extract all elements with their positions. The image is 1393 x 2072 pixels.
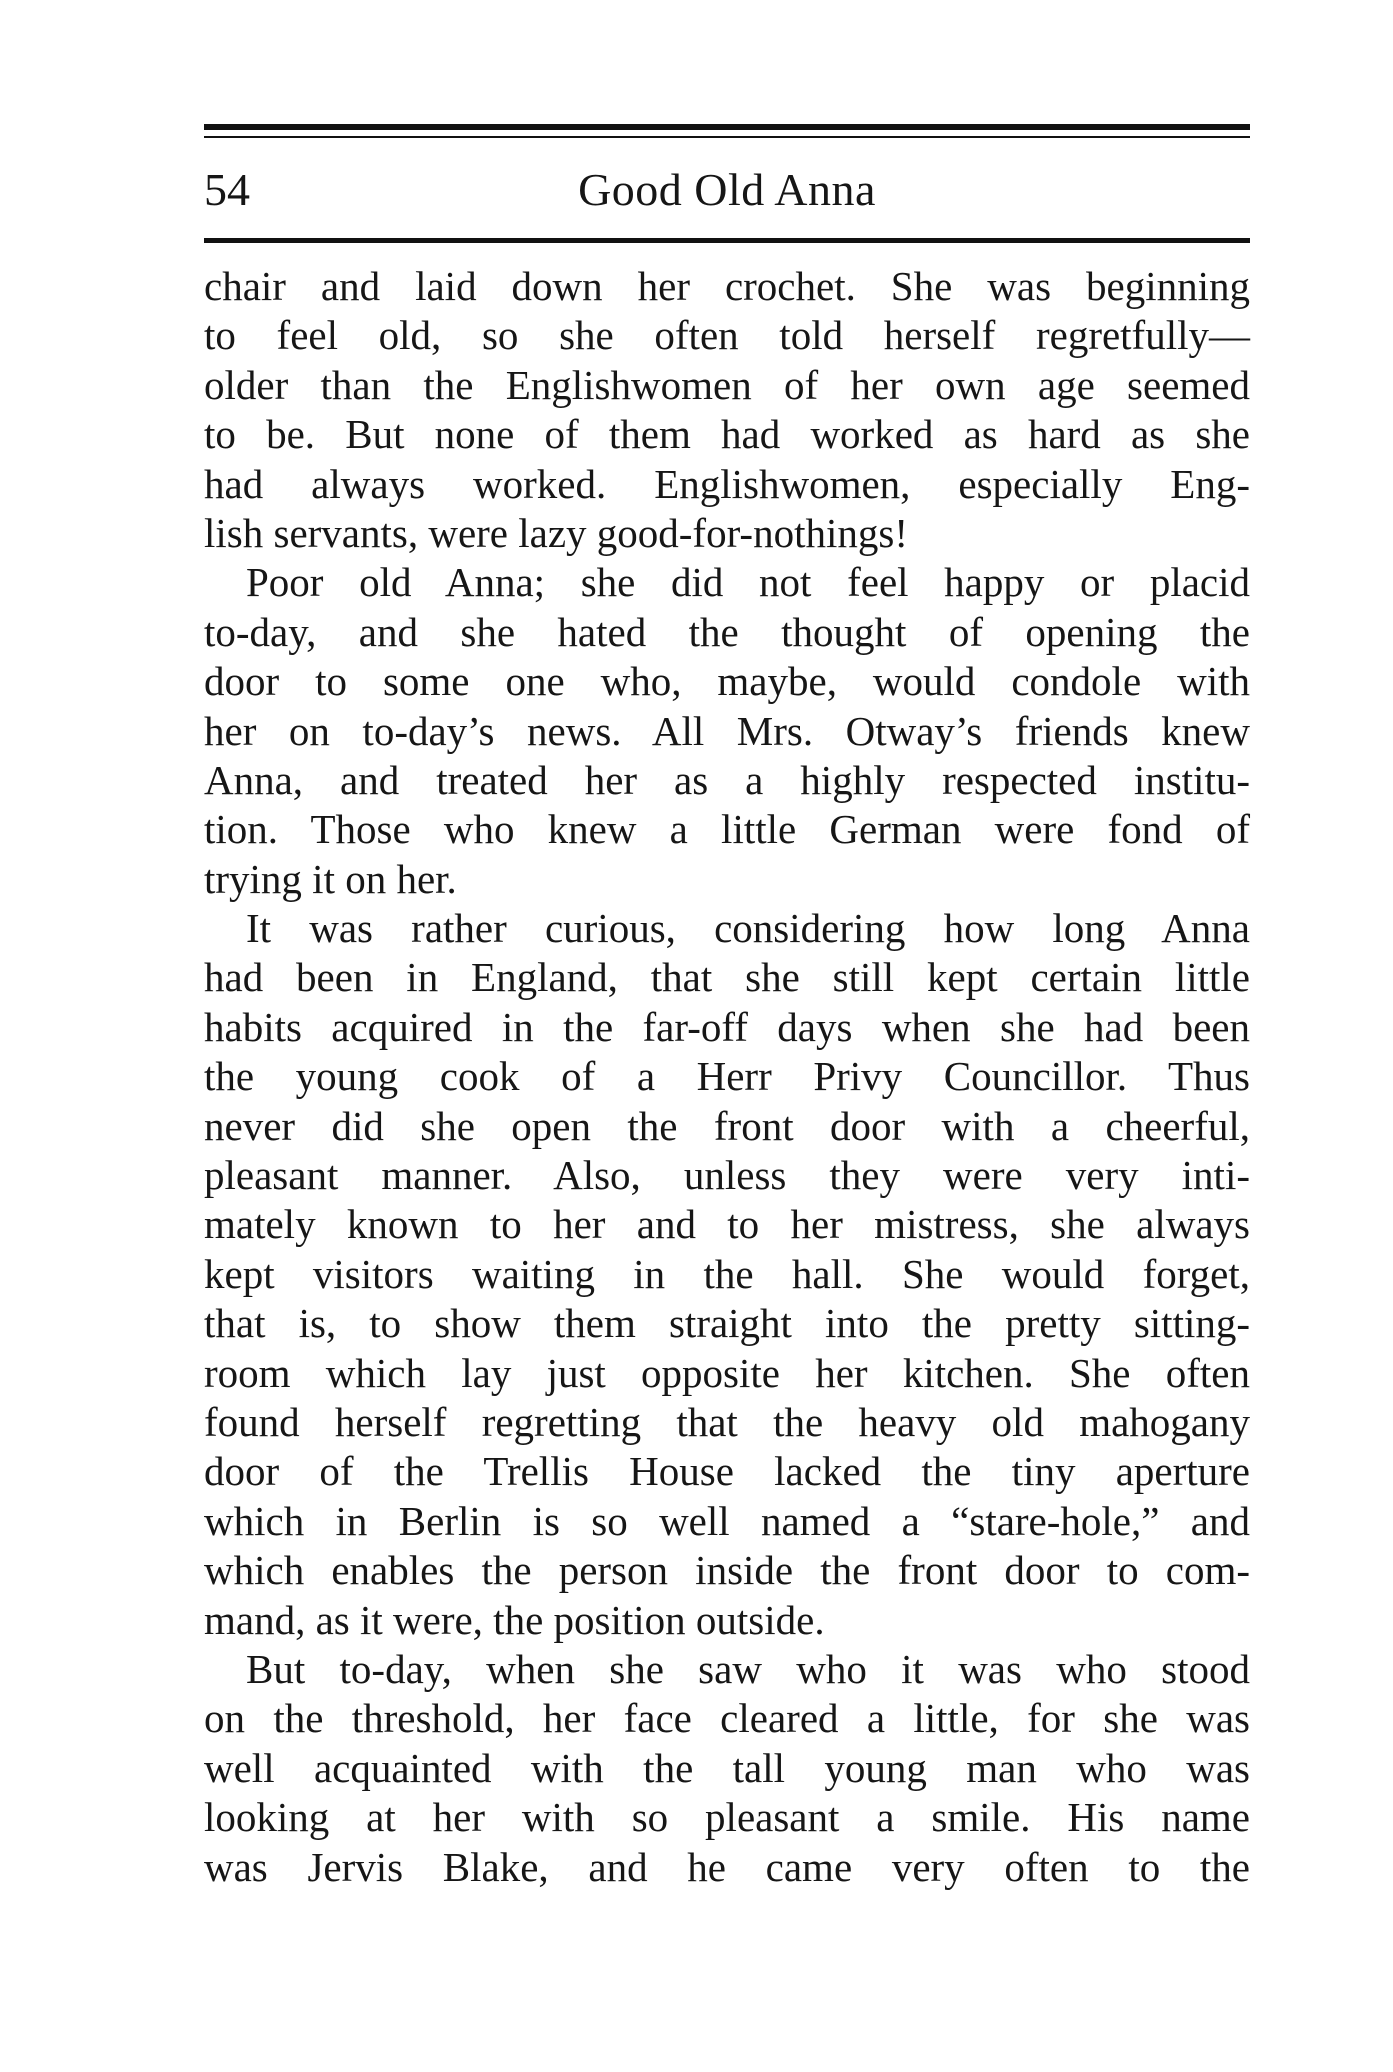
header-rule-bottom — [204, 238, 1250, 243]
text-line: pleasant manner. Also, unless they were very inti- — [204, 1152, 1250, 1199]
text-line: her on to-day’s news. All Mrs. Otway’s friends knew — [204, 707, 1250, 754]
text-line: mately known to her and to her mistress, she always — [204, 1201, 1250, 1248]
text-line: door to some one who, maybe, would condole with — [204, 658, 1250, 705]
text-line: door of the Trellis House lacked the tiny aperture — [204, 1448, 1250, 1495]
running-head — [204, 158, 1250, 222]
page-number: 54 — [204, 164, 250, 215]
text-line: on the threshold, her face cleared a little, for she was — [204, 1695, 1250, 1742]
text-line: mand, as it were, the position outside. — [204, 1596, 825, 1643]
header-rule-top-thin — [204, 136, 1250, 138]
text-line: never did she open the front door with a cheerful, — [204, 1102, 1250, 1149]
header-rule-top — [204, 124, 1250, 130]
text-line: which enables the person inside the front door to com- — [204, 1547, 1250, 1594]
text-line: looking at her with so pleasant a smile. His name — [204, 1794, 1250, 1841]
text-line: to-day, and she hated the thought of opening the — [204, 608, 1250, 655]
body-text — [204, 262, 1250, 1892]
text-line: well acquainted with the tall young man who was — [204, 1744, 1250, 1791]
text-line: Anna, and treated her as a highly respected institu- — [204, 756, 1250, 803]
text-line: which in Berlin is so well named a “stare-hole,” and — [204, 1497, 1250, 1544]
text-line: Poor old Anna; she did not feel happy or placid — [246, 559, 1250, 606]
text-line: It was rather curious, considering how long Anna — [246, 905, 1250, 952]
text-line: chair and laid down her crochet. She was beginning — [204, 263, 1250, 309]
text-line: found herself regretting that the heavy old mahogany — [204, 1398, 1250, 1445]
text-line: habits acquired in the far-off days when she had been — [204, 1003, 1250, 1050]
text-line: But to-day, when she saw who it was who stood — [246, 1645, 1250, 1692]
text-line: had been in England, that she still kept certain little — [204, 954, 1250, 1001]
text-line: that is, to show them straight into the pretty sitting- — [204, 1300, 1250, 1347]
text-line: was Jervis Blake, and he came very often to the — [204, 1843, 1250, 1890]
text-line: to feel old, so she often told herself regretfully— — [204, 312, 1250, 359]
text-line: to be. But none of them had worked as hard as she — [204, 411, 1250, 458]
text-line: room which lay just opposite her kitchen. She often — [204, 1349, 1250, 1396]
running-title: Good Old Anna — [578, 164, 876, 215]
text-line: tion. Those who knew a little German were fond of — [204, 806, 1250, 853]
text-line: lish servants, were lazy good-for-nothings! — [204, 509, 908, 556]
text-line: the young cook of a Herr Privy Councillor. Thus — [204, 1053, 1250, 1100]
text-line: trying it on her. — [204, 855, 457, 902]
text-line: kept visitors waiting in the hall. She would forget, — [204, 1250, 1250, 1297]
text-line: older than the Englishwomen of her own age seemed — [204, 361, 1250, 408]
text-line: had always worked. Englishwomen, especially Eng- — [204, 460, 1250, 507]
